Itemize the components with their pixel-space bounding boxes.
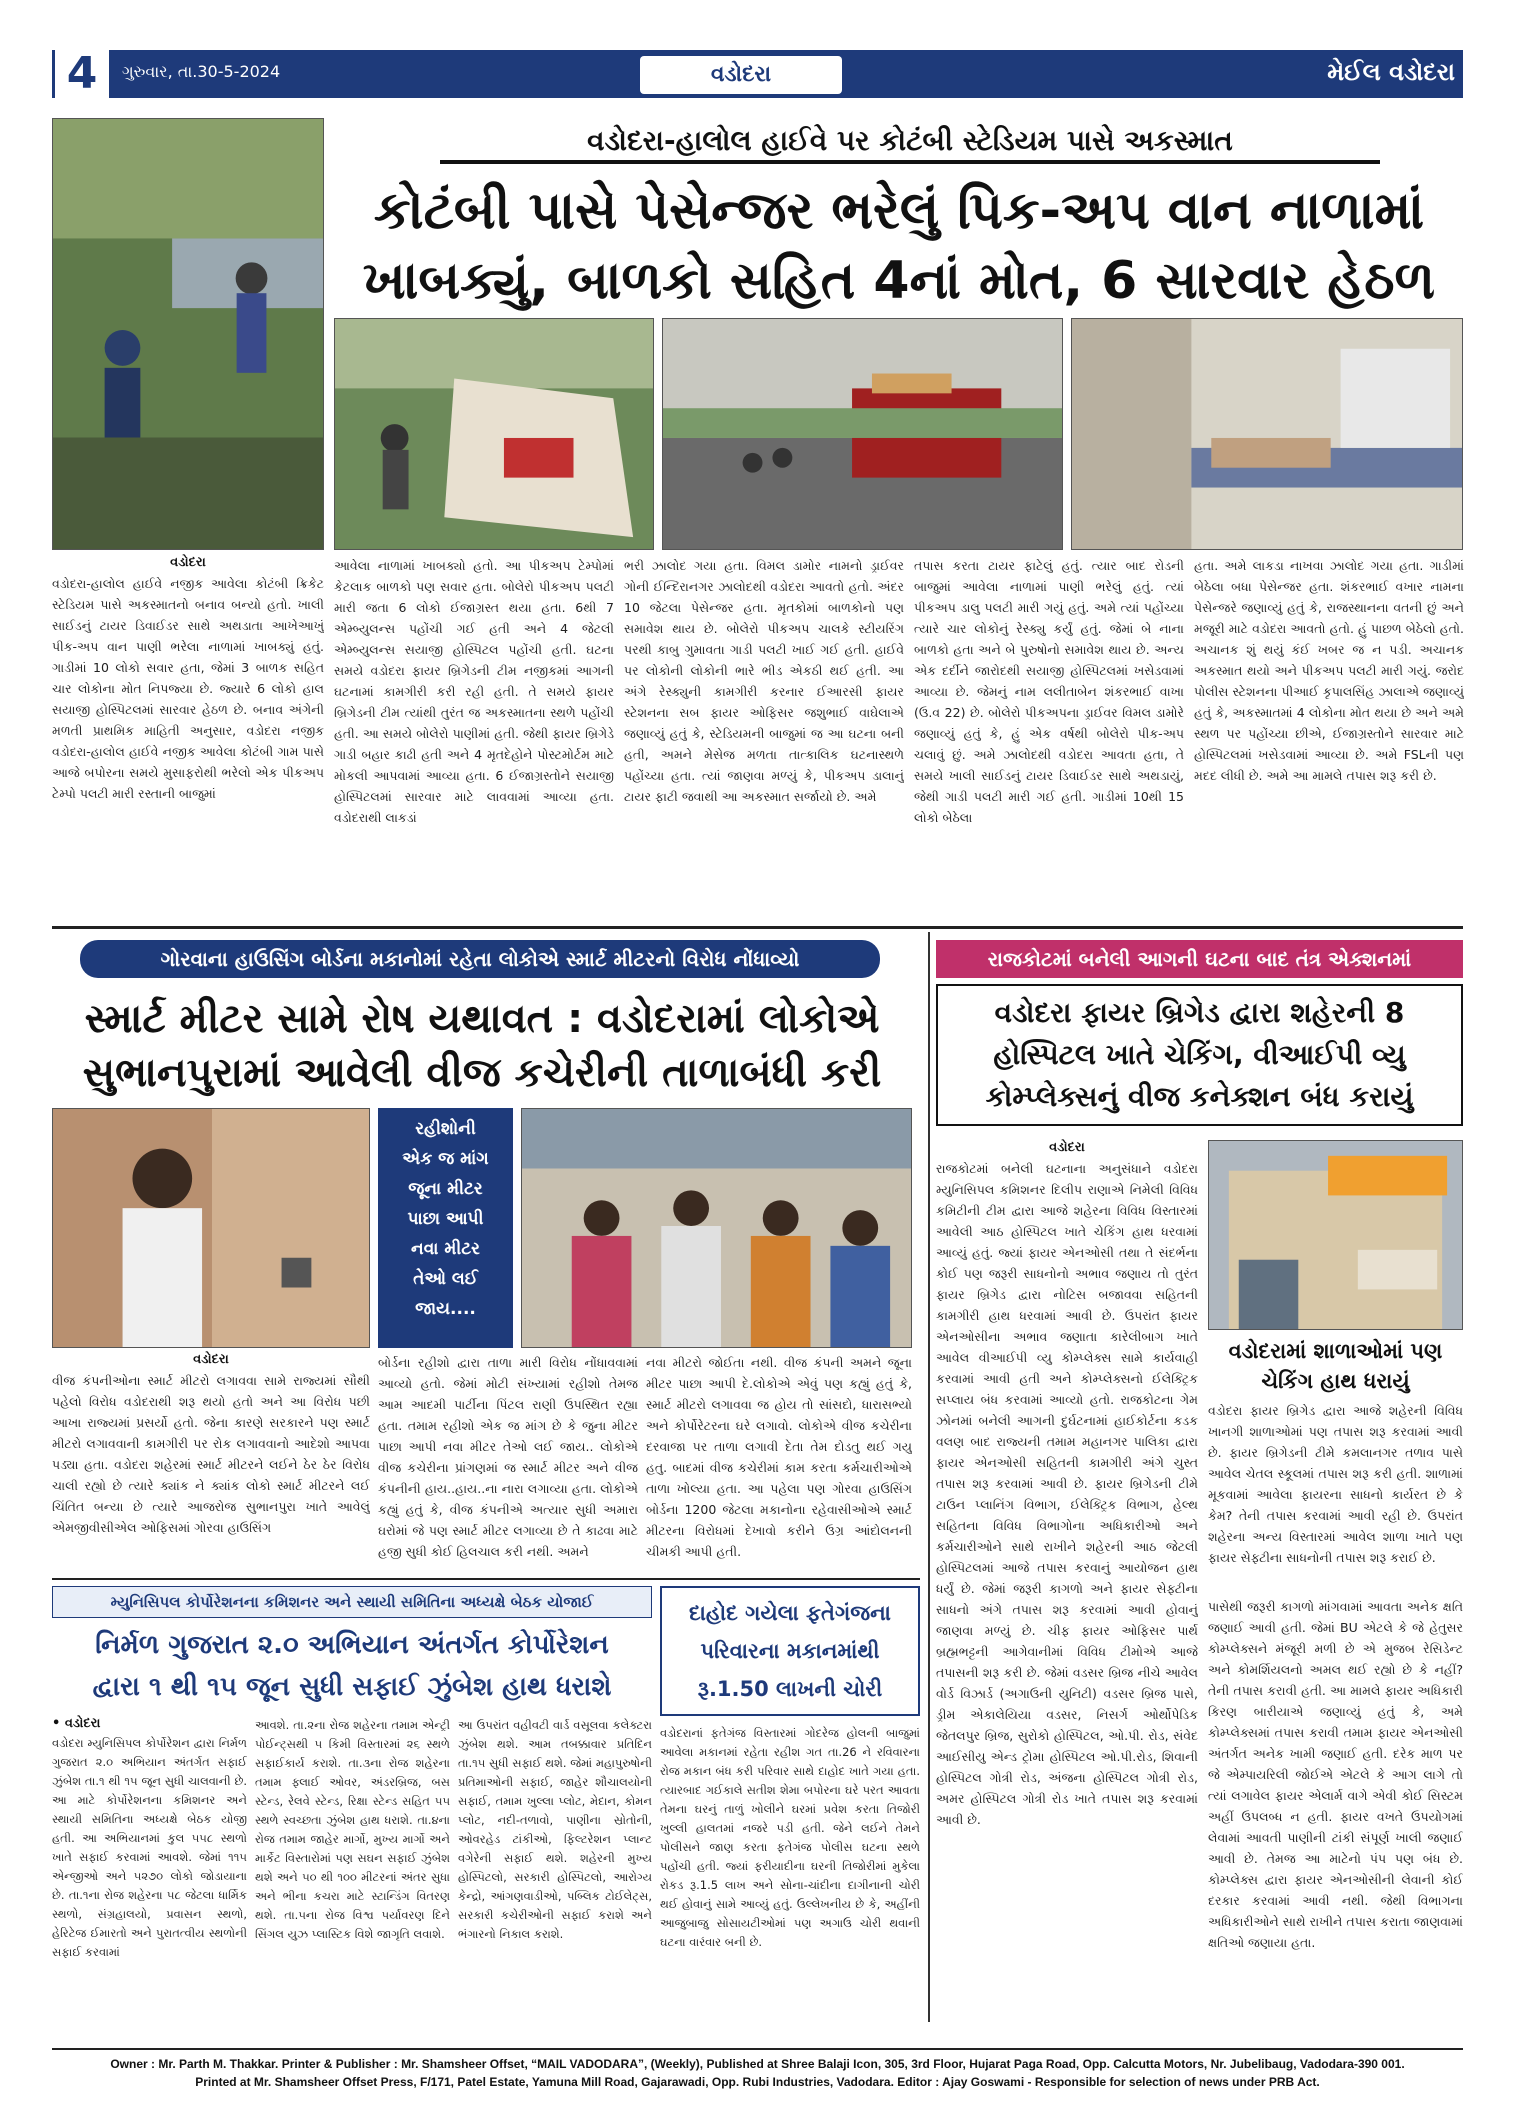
story1-kicker: વડોદરા-હાલોલ હાઈવે પર કોટંબી સ્ટેડિયમ પાસે અકસ્માત [440,124,1380,164]
story4-headline-line2: દ્વારા ૧ થી ૧૫ જૂન સુધી સફાઈ ઝુંબેશ હાથ ધરાશે [92,1672,612,1702]
footer-line: Owner : Mr. Parth M. Thakkar. Printer & Publisher : Mr. Shamsheer Offset, “MAIL VADODARA”, (Weekly), Published at Shree Balaji Icon, 305, 3rd Floor, Hujarat Paga Road, Opp. Calcutta Motors, Nr. Jubelibaug, Vadodara-390 001. [110,2057,1405,2071]
story1-column-2: આવેલા નાળામાં ખાબક્યો હતો. આ પીકઅપ ટેમ્પોમાં કેટલાક બાળકો પણ સવાર હતા. બોલેરો પીકઅપ પલટી મારી જતા 6 લોકો ઈજાગ્રસ્ત થયા હતા. 6થી 7 એમ્બ્યુલન્સ પહોંચી ગઈ હતી અને 4 જેટલી એમ્બ્યુલન્સ સયાજી હોસ્પિટલ પહોંચી હતી. ઘટના સમયે વડોદરા ફાયર બ્રિગેડની ટીમ નજીકમાં આગની ઘટનામાં કામગીરી કરી રહી હતી. તે સમયે ફાયર બ્રિગેડની ટીમ ત્યાંથી તુરંત જ અકસ્માતના સ્થળે પહોંચી હતી. આ સમયે બોલેરો પાણીમાં હતી. જેથી ફાયર બ્રિગેડે ગાડી બહાર કાઢી હતી અને 4 મૃતદેહોને પોસ્ટમોર્ટમ માટે મોકલી આપવામાં આવ્યા હતા. 6 ઈજાગ્રસ્તોને સયાજી હોસ્પિટલમાં સારવાર માટે લાવવામાં આવ્યા હતા. વડોદરાથી લાકડાં [334,558,614,825]
quote-line: રહીશોની [415,1119,476,1139]
photo-rescue-crowd [52,118,324,550]
story4-headline-line1: નિર્મળ ગુજરાત ૨.૦ અભિયાન અંતર્ગત કોર્પોરેશન [95,1630,609,1660]
story3-headline [936,984,1463,1126]
photo-van-in-drain [334,318,654,550]
story2-column-2: બોર્ડના રહીશો દ્વારા તાળા મારી વિરોધ નોંધાવવામાં આવ્યો હતો. જેમાં મોટી સંખ્યામાં રહીશો તેમજ આમ આદમી પાર્ટીના પિંટલ રાણી ઉપસ્થિત રહ્યા હતા. તમામ રહીશો એક જ માંગ છે કે જુના મીટર પાછા આપી નવા મીટર તેઓ લઈ જાય.. લોકોએ વીજ કચેરીના પ્રાંગણમાં જ સ્માર્ટ મીટર અને વીજ કંપનીની હાય..હાય..ના નારા લગાવ્યા હતા. લોકોએ કહ્યું હતું કે, વીજ કંપનીએ અત્યાર સુધી અમારા ઘરોમાં જે પણ સ્માર્ટ મીટર લગાવ્યા છે તે કાઢવા માટે હજી સુધી કોઈ હિલચાલ કરી નથી. અમને [378,1355,638,1559]
story2-column-3: નવા મીટરો જોઈતા નથી. વીજ કંપની અમને જૂના મીટર પાછા આપી દે.લોકોએ એવું પણ કહ્યું હતું કે, સ્માર્ટ મીટરો લગાવવા જ હોય તો સાંસદો, ધારાસભ્યો અને કોર્પોરેટરના ઘરે લગાવો. લોકોએ વીજ કચેરીના દરવાજા પર તાળા લગાવી દેતા તેમ દોડતુ થઈ ગયુ હતુ. બાદમાં વીજ કચેરીમાં કામ કરતા કર્મચારીઓએ તાળા ખોલ્યા હતા. આ પહેલા પણ ગોરવા હાઉસિંગ બોર્ડના 1200 જેટલા મકાનોના રહેવાસીઓએ સ્માર્ટ મીટરના વિરોધમાં દેખાવો કરીને ઉગ્ર આંદોલનની ચીમકી આપી હતી. [646,1355,912,1559]
footer-imprint [52,2055,1463,2091]
story2-headline-line1: સ્માર્ટ મીટર સામે રોષ યથાવત : વડોદરામાં લોકોએ [84,996,880,1042]
divider [52,1578,920,1580]
quote-line: એક જ માંગ [402,1149,489,1169]
footer-line: Printed at Mr. Shamsheer Offset Press, F/171, Patel Estate, Yamuna Mill Road, Gajarawadi, Opp. Rubi Industries, Vadodara. Editor : Ajay Goswami - Responsible for selection of news under PRB Act. [195,2075,1320,2089]
story2-column-1: વીજ કંપનીઓના સ્માર્ટ મીટરો લગાવવા સામે રાજ્યમાં સૌથી પહેલો વિરોધ વડોદરાથી શરૂ થયો હતો અને આ વિરોધ પછી આખા રાજ્યમાં પ્રસર્યો હતો. જેના કારણે સરકારને પણ સ્માર્ટ મીટરો લગાવવાની કામગીરી પર રોક લગાવવાનો આદેશો આપવા પડ્યા હતા. વડોદરા શહેરમાં સ્માર્ટ મીટરને લઈને ઠેર ઠેર વિરોધ ચાલી રહ્યો છે ત્યારે ક્યાંક ને ક્યાંક લોકો સ્માર્ટ મીટરને લઈ ચિંતિત બન્યા છે ત્યારે આજરોજ સુભાનપુરા ખાતે આવેલું એમજીવીસીએલ ઓફિસમાં ગોરવા હાઉસિંગ [52,1373,370,1535]
story1-headline-line2: ખાબક્યું, બાળકો સહિત 4નાં મોત, 6 સારવાર હેઠળ [362,251,1436,311]
story5-headline-line: દાહોદ ગયેલા ફતેગંજના [689,1601,891,1625]
story1-headline-line1: કોટંબી પાસે પેસેન્જર ભરેલું પિક-અપ વાન નાળામાં [373,181,1425,241]
photo-protest-crowd [521,1108,912,1348]
story3-sidebar-text: વડોદરા ફાયર બ્રિગેડ દ્વારા આજે શહેરની વિવિધ ખાનગી શાળાઓમાં પણ તપાસ શરૂ કરવામાં આવી છે. ફાયર બ્રિગેડની ટીમે કમલાનગર તળાવ પાસે આવેલ ચેતલ સ્કૂલમાં તપાસ શરૂ કરી હતી. શાળામાં મૂકવામાં આવેલા ફાયરના સાધનો કાર્યરત છે કે કેમ? તેની તપાસ કરવામાં આવી રહી છે. ઉપરાંત શહેરના અન્ય વિસ્તારમાં આવેલ શાળા ખાતે પણ ફાયર સેફ્ટીના સાધનોની તપાસ શરૂ કરાઈ છે. [1208,1403,1463,1565]
issue-date: ગુરુવાર, તા.30-5-2024 [122,62,281,81]
photo-fire-truck [662,318,1063,550]
story1-byline: વડોદરા [170,555,206,570]
story5-headline [660,1586,920,1716]
story1-column-3: ભરી ઝાલોદ ગયા હતા. વિમલ ડામોર નામનો ડ્રાઈવર ગોની ઈન્દિરાનગર ઝાલોદથી વડોદરા આવતો હતો. અંદર 10 જેટલા પેસેન્જર હતા. મૃતકોમાં બાળકોનો પણ સમાવેશ થાય છે. બોલેરો પીકઅપ ચાલકે સ્ટીયરિંગ પરથી કાબુ ગુમાવતા ગાડી પલટી ખાઈ ગઈ હતી. હાઈવે પર લોકોની લોકોની ભારે ભીડ એકઠી થઈ હતી. આ અંગે રેસ્ક્યુની કામગીરી કરનાર ઈઆરસી ફાયર સ્ટેશનના સબ ફાયર ઓફિસર જશુભાઈ વાઘેલાએ જણાવ્યું હતું કે, સ્ટેડિયમની બાજુમાં જ આ ઘટના બની હતી, અમને મેસેજ મળતા તાત્કાલિક ઘટનાસ્થળે પહોંચ્યા હતા. ત્યાં જાણવા મળ્યું કે, પીકઅપ ડાલાનું ટાયર ફાટી જવાથી આ અકસ્માત સર્જાયો છે. અમે [624,558,904,804]
story3-sidebar-headline: વડોદરામાં શાળાઓમાં પણ ચેકિંગ હાથ ધરાયું [1228,1339,1443,1393]
story3-byline: વડોદરા [1049,1140,1085,1155]
divider [52,2048,1463,2050]
section-city: વડોદરા [640,56,842,94]
story2-byline: વડોદરા [193,1352,229,1367]
quote-line: જૂના મીટર [408,1179,483,1199]
story5-headline-line: રૂ.1.50 લાખની ચોરી [697,1677,883,1701]
quote-line: જાય.... [415,1299,476,1319]
story3-headline-line: કોમ્પ્લેક્સનું વીજ કનેક્શન બંધ કરાયું [985,1080,1414,1113]
story5-column: વડોદરાનાં ફતેગંજ વિસ્તારમાં ગોદરેજ હોલની બાજુમાં આવેલા મકાનમાં રહેતા રહીશ ગત તા.26 ને રવિવારના રોજ મકાન બંધ કરી પરિવાર સાથે દાહોદ ખાતે ગયા હતા. ત્યારબાદ ગઈકાલે સતીશ શેમા બપોરના ઘરે પરત આવતા તેમના ઘરનું તાળું ખોલીને ઘરમાં પ્રવેશ કરતા તિજોરી ખુલ્લી હાલતમાં નજરે પડી હતી. જેને લઈને તેમને પોલીસને જાણ કરતા ફતેગંજ પોલીસ ઘટના સ્થળે પહોંચી હતી. જ્યાં ફરીયાદીના ઘરની તિજોરીમાં મુકેલા રોકડ રૂ.1.5 લાખ અને સોના-ચાંદીના દાગીનાની ચોરી થઈ હોવાનું સામે આવ્યું હતું. ઉલ્લેખનીય છે કે, અહીંની આજુબાજુ સોસાયટીઓમાં પણ અગાઉ ચોરી થવાની ઘટના વારંવાર બની છે. [660,1726,920,1949]
page-number: 4 [55,50,109,98]
story1-column-5: હતા. અમે લાકડા નાખવા ઝાલોદ ગયા હતા. ગાડીમાં બેઠેલા બધા પેસેન્જર હતા. શંકરભાઈ વખાર નામના પેસેન્જરે જણાવ્યું હતું કે, રાજસ્થાનના વતની છું અને મજૂરી માટે વડોદરા આવતો હતો. હું પાછળ બેઠેલો હતો. અચાનક શું થયું કંઈ ખબર જ ન પડી. અચાનક અકસ્માત થયો અને પીકઅપ પલટી મારી ગયું. જરોદ પોલીસ સ્ટેશનના પીઆઈ કૃપાલસિંહ ઝાલાએ જણાવ્યું હતું કે, અકસ્માતમાં 4 લોકોના મોત થયા છે અને અમે સ્થળ પર પહોંચ્યા છીએ, ઈજાગ્રસ્તોને સારવાર માટે હોસ્પિટલમાં ખસેડવામાં આવ્યા છે. અમે FSLની પણ મદદ લીધી છે. અમે આ મામલે તપાસ શરૂ કરી છે. [1194,558,1464,783]
story1-column-4: તપાસ કરતા ટાયર ફાટેલું હતું. ત્યાર બાદ રોડની બાજુમાં આવેલા નાળામાં પાણી ભરેલું હતું. ત્યાં પીકઅપ ડાલુ પલટી મારી ગયું હતું. અમે ત્યાં પહોંચ્યા ત્યારે ચાર લોકોનું રેસ્ક્યુ કર્યું હતું. જેમાં બે નાના બાળકો હતા અને બે પુરુષોનો સમાવેશ થાય છે. અન્ય એક દર્દીને જારોદથી સયાજી હોસ્પિટલમાં ખસેડવામાં આવ્યા છે. જેમનું નામ લલીતાબેન શંકરભાઈ વાખા (ઉ.વ 22) છે. બોલેરો પીકઅપના ડ્રાઈવર વિમલ ડામોરે જણાવ્યું હતું કે, હું એક વર્ષથી બોલેરો પીક-અપ ચલાવું છું. અમે ઝાલોદથી વડોદરા આવતા હતા, તે સમયે ખાલી સાઈડનું ટાયર ડિવાઈડર સાથે અથડાયું, જેથી ગાડી પલટી મારી ગઈ હતી. ગાડીમાં 10થી 15 લોકો બેઠેલા [914,558,1184,825]
photo-locking-office [52,1108,370,1348]
story4-kicker-bar: મ્યુનિસિપલ કોર્પોરેશનના કમિશનર અને સ્થાયી સમિતિના અધ્યક્ષે બેઠક યોજાઈ [52,1586,652,1618]
story5-headline-line: પરિવારના મકાનમાંથી [700,1639,880,1663]
story3-kicker-bar: રાજકોટમાં બનેલી આગની ઘટના બાદ તંત્ર એક્શનમાં [936,940,1463,978]
quote-line: નવા મીટર [411,1239,480,1259]
paper-name: મેઈલ વડોદરા [1327,58,1455,86]
quote-line: પાછા આપી [407,1209,484,1229]
quote-line: તેઓ લઈ [413,1269,478,1289]
story4-byline: • વડોદરા [52,1716,101,1731]
divider [52,926,1463,929]
story2-headline-line2: સુભાનપુરામાં આવેલી વીજ કચેરીની તાળાબંધી કરી [82,1050,882,1096]
photo-complex-building [1208,1140,1463,1330]
story4-column-1: વડોદરા મ્યુનિસિપલ કોર્પોરેશન દ્વારા નિર્મળ ગુજરાત ૨.૦ અભિયાન અંતર્ગત સફાઈ ઝુંબેશ તા.૧ થી ૧૫ જૂન સુધી ચાલવાની છે. આ માટે કોર્પોરેશનના કમિશનર અને સ્થાયી સમિતિના અધ્યક્ષે બેઠક યોજી હતી. આ અભિયાનમાં કુલ ૫૫૮ સ્થળો ખાતે સફાઈ કરવામાં આવશે. જેમાં ૧૧૫ એન્જીઓ અને ૫૨૭૦ લોકો જોડાયાના છે. તા.૧ના રોજ શહેરના ૫૮ જેટલા ધાર્મિક સ્થળો, સંગ્રહાલયો, પ્રવાસન સ્થળો, હેરિટેજ ઈમારતો અને પુરાતત્વીય સ્થળોની સફાઈ કરવામાં [52,1736,247,1959]
story3-column-2: પાસેથી જરૂરી કાગળો માંગવામાં આવતા અનેક ક્ષતિ જણાઈ આવી હતી. જેમાં BU એટલે કે જે હેતુસર કોમ્પ્લેક્સને મંજૂરી મળી છે એ મુજબ રેસિડેન્ટ અને કોમર્શિયલનો અમલ થઈ રહ્યો છે કે નહીં? તેની તપાસ કરાવી હતી. આ મામલે ફાયર અધિકારી કિરણ બારીયાએ જણાવ્યું હતું કે, અમે કોમ્પ્લેક્સમાં તપાસ કરાવી તમામ ફાયર એનઓસી અંતર્ગત અનેક ખામી જણાઈ હતી. દરેક માળ પર જે એમ્પાયરિલી જોઈએ એટલે કે આગ લાગે તો ત્યાં લગાવેલ ફાયર એલાર્મ વાગે એવી કોઈ સિસ્ટમ અહીં ઉપલબ્ધ ન હતી. ફાયર વખતે ઉપયોગમાં લેવામાં આવતી પાણીની ટાંકી સંપૂર્ણ ખાલી જણાઈ આવી છે. તેમજ આ માટેનો પંપ પણ બંધ છે. કોમ્પ્લેક્સ દ્વારા ફાયર એનઓસીની લેવાની કોઈ દરકાર કરવામાં આવી નથી. જેથી વિભાગના અધિકારીઓને સાથે રાખીને તપાસ કરાતા જાણવામાં ક્ષતિઓ જણાયા હતા. [1208,1599,1463,1950]
story3-headline-line: વડોદરા ફાયર બ્રિગેડ દ્વારા શહેરની 8 [994,996,1405,1029]
story3-headline-line: હોસ્પિટલ ખાતે ચેકિંગ, વીઆઈપી વ્યુ [993,1038,1406,1071]
story3-column-1: રાજકોટમાં બનેલી ઘટનાના અનુસંધાને વડોદરા મ્યુનિસિપલ કમિશનર દિલીપ રાણાએ નિમેલી વિવિધ કમિટીની ટીમ દ્વારા આજે શહેરના વિવિધ વિસ્તારમાં આવેલી આઠ હોસ્પિટલ ખાતે ચેકિંગ હાથ ધરવામાં આવ્યું હતું. જ્યાં ફાયર એનઓસી તથા તે સંદર્ભના કોઈ પણ જરૂરી સાધનોનો અભાવ જણાય તો તુરંત ફાયર બ્રિગેડ દ્વારા નોટિસ બજાવવા સહિતની કામગીરી હાથ ધરવામાં આવી છે. ઉપરાંત ફાયર એનઓસીના અભાવ જણાતા કારેલીબાગ ખાતે આવેલ વીઆઈપી વ્યુ કોમ્પ્લેક્સ સામે કાર્યવાહી કરવામાં આવી હતી અને કોમ્પ્લેક્સનો ઈલેક્ટ્રિક સપ્લાય બંધ કરવામાં આવ્યો હતો. રાજકોટના ગેમ ઝોનમાં બનેલી આગની દુર્ઘટનામાં હાઈકોર્ટના કડક વલણ બાદ રાજ્યની તમામ મહાનગર પાલિકા દ્વારા ફાયર એનઓસી સહિતની કામગીરી અંગે ચુસ્ત તપાસ શરૂ કરવામાં આવી છે. ફાયર બ્રિગેડની ટીમે ટાઉન પ્લાનિંગ વિભાગ, ઈલેક્ટ્રિક વિભાગ, હેલ્થ સહિતના વિવિધ વિભાગોના અધિકારીઓ અને કર્મચારીઓને સાથે રાખીને શહેરની આઠ જેટલી હોસ્પિટલમાં આજે તપાસ કરવાનું આયોજન હાથ ધર્યું છે. જેમાં જરૂરી કાગળો અને ફાયર સેફ્ટીના સાધનો અંગે તપાસ શરૂ કરવામાં આવી હોવાનું જાણવા મળ્યું છે. ચીફ ફાયર ઓફિસર પાર્થ બ્રહ્મભટ્ટની આગેવાનીમાં વિવિધ ટીમોએ આજે તપાસની શરૂ કરી છે. જેમાં વડસર બ્રિજ નીચે આવેલ વોર્ડ વિઝાર્ડ (અગાઉની યુનિટી) વડસર બ્રિજ પાસે, ડ્રીમ એકાલેયિયા વડસર, નિસર્ગ ઓર્થોપેડિક જેતલપુર બ્રિજ, સુરોકો હોસ્પિટલ, ઓ.પી. રોડ, સંવેદ આઈસીયુ એન્ડ ટ્રોમા હોસ્પિટલ ઓ.પી.રોડ, શિવાની હોસ્પિટલ ગોત્રી રોડ, અંજના હોસ્પિટલ ગોત્રી રોડ, અમર હોસ્પિટલ ગોત્રી રોડ ખાતે તપાસ શરૂ કરવામાં આવી છે. [936,1161,1198,1827]
photo-hospital-ward [1071,318,1463,550]
story4-column-3: આ ઉપરાંત વહીવટી વાર્ડ વસૂલવા કલેક્ટરા ઝુંબેશ થશે. આમ તબક્કાવાર પ્રતિદિન તા.૧૫ સુધી સફાઈ થશે. જેમાં મહાપુરુષોની પ્રતિમાઓની સફાઈ, જાહેર શૌચાલયોની સફાઈ, તમામ ખુલ્લા પ્લોટ, મેદાન, કોમન પ્લોટ, નદી-તળાવો, પાણીના સ્રોતોની, ઓવરહેડ ટાંકીઓ, ફિલ્ટરેશન પ્લાન્ટ વગેરેની સફાઈ થશે. શહેરની મુખ્ય હોસ્પિટલો, સરકારી હોસ્પિટલો, આરોગ્ય કેન્દ્રો, આંગણવાડીઓ, પબ્લિક ટોઈલેટ્સ, સરકારી કચેરીઓની સફાઈ કરાશે અને ભંગારનો નિકાલ કરાશે. [458,1718,652,1941]
story1-column-1: વડોદરા-હાલોલ હાઈવે નજીક આવેલા કોટંબી ક્રિકેટ સ્ટેડિયમ પાસે અકસ્માતનો બનાવ બન્યો હતો. ખાલી સાઈડનું ટાયર ડિવાઈડર સાથે અથડાતા આખેઆખું પીક-અપ વાન પાણી ભરેલા નાળામાં ખાબક્યું હતું. ગાડીમાં 10 લોકો સવાર હતા, જેમાં 3 બાળક સહિત ચાર લોકોના મોત નિપજ્યા છે. જ્યારે 6 લોકો હાલ સયાજી હોસ્પિટલમાં સારવાર હેઠળ છે. બનાવ અંગેની મળતી પ્રાથમિક માહિતી અનુસાર, વડોદરા નજીક વડોદરા-હાલોલ હાઈવે નજીક આવેલા કોટંબી ગામ પાસે આજે બપોરના સમયે મુસાફરોથી ભરેલો એક પીકઅપ ટેમ્પો પલટી મારી રસ્તાની બાજુમાં [52,576,324,801]
story2-kicker-bar: ગોરવાના હાઉસિંગ બોર્ડના મકાનોમાં રહેતા લોકોએ સ્માર્ટ મીટરનો વિરોધ નોંધાવ્યો [80,940,880,978]
story2-quote-box [378,1108,513,1348]
column-rule [928,932,930,2022]
story4-column-2: આવશે. તા.૨ના રોજ શહેરના તમામ એન્ટ્રી પોઈન્ટ્સથી ૫ કિમી વિસ્તારમાં ૨૬ સ્થળે સફાઈકાર્ય કરાશે. તા.૩ના રોજ શહેરના તમામ ફ્લાઈ ઓવર, અંડરબ્રિજ, બસ સ્ટેન્ડ, રેલવે સ્ટેન્ડ, રિક્ષા સ્ટેન્ડ સહિત ૫૫ સ્થળે સ્વચ્છતા ઝુંબેશ હાથ ધરાશે. તા.૪ના રોજ તમામ જાહેર માર્ગો, મુખ્ય માર્ગો અને માર્કેટ વિસ્તારોમાં પણ સઘન સફાઈ ઝુંબેશ થશે અને ૫૦ થી ૧૦૦ મીટરનાં અંતર સુધા અને ભીના કચરા માટે સ્ટાન્ડિંગ વિતરણ થશે. તા.૫ના રોજ વિશ્વ પર્યાવરણ દિને સિંગલ યુઝ પ્લાસ્ટિક વિશે જાગૃતિ લવાશે. [255,1718,450,1941]
